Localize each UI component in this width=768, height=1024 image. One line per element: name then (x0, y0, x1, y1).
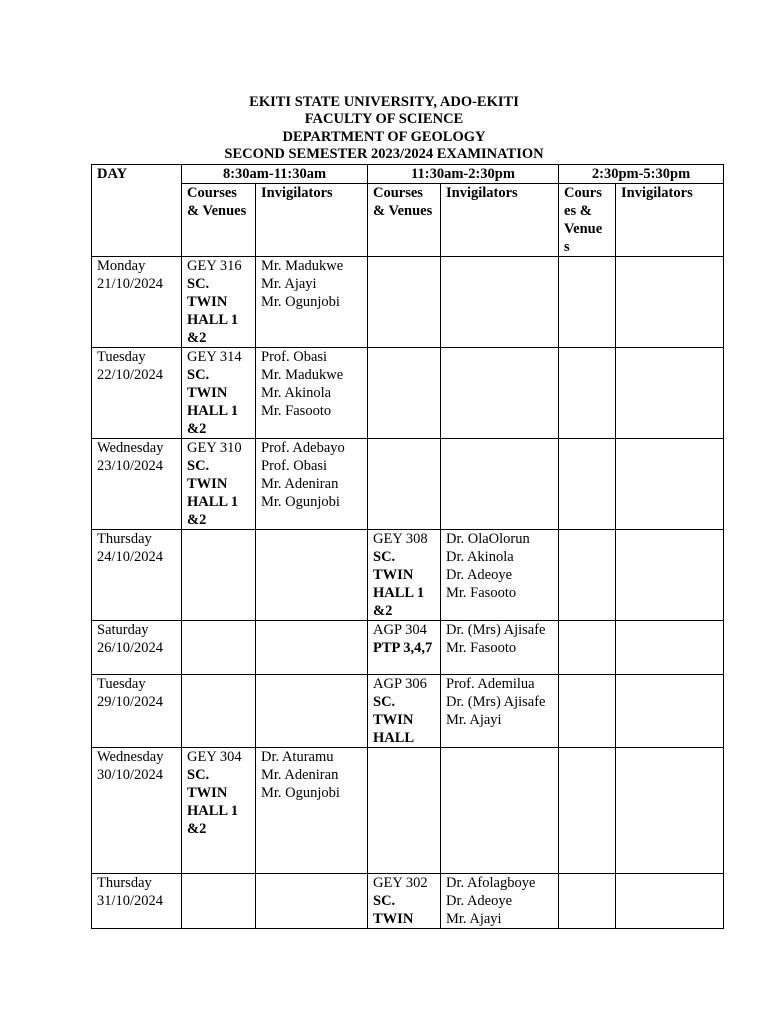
course-venue-cell (559, 348, 616, 439)
invigilators-cell (441, 348, 559, 439)
course-code: GEY 308 (373, 531, 428, 547)
day-cell (92, 874, 182, 929)
venue: SC. TWIN HALL 1 &2 (187, 276, 239, 346)
table-row (92, 439, 724, 530)
slot-header-3: 2:30pm-5:30pm (559, 165, 724, 184)
invigilators-cell (256, 675, 368, 748)
day-cell (92, 257, 182, 348)
invigilator-name: Mr. Fasooto (446, 585, 517, 601)
invigilator-name: Prof. Obasi (261, 458, 328, 474)
course-venue-cell (182, 348, 256, 439)
course-venue-cell (368, 621, 441, 675)
exam-date: 26/10/2024 (97, 640, 164, 656)
table-row (92, 874, 724, 929)
invigilators-header: Invigilators (616, 184, 724, 257)
invigilator-name: Mr. Adeniran (261, 476, 339, 492)
invigilators-cell (616, 621, 724, 675)
invigilators-cell (441, 675, 559, 748)
invigilator-name: Mr. Fasooto (446, 640, 517, 656)
course-venue-cell (559, 530, 616, 621)
table-row (92, 621, 724, 675)
course-venue-cell (559, 257, 616, 348)
invigilators-cell (256, 530, 368, 621)
table-row (92, 675, 724, 748)
course-code: GEY 314 (187, 349, 242, 365)
day-name: Thursday (97, 531, 152, 547)
table-row (92, 530, 724, 621)
invigilator-name: Dr. (Mrs) Ajisafe (446, 622, 546, 638)
exam-date: 31/10/2024 (97, 893, 164, 909)
courses-venues-header: Cours es & Venue s (559, 184, 616, 257)
course-venue-cell (182, 874, 256, 929)
table-row (92, 257, 724, 348)
venue: SC. TWIN (373, 893, 414, 927)
invigilators-cell (256, 748, 368, 874)
course-venue-cell (559, 874, 616, 929)
university-title: EKITI STATE UNIVERSITY, ADO-EKITI (249, 94, 519, 110)
course-venue-cell (368, 348, 441, 439)
invigilator-name: Mr. Madukwe (261, 367, 344, 383)
invigilator-name: Prof. Ademilua (446, 676, 535, 692)
course-code: GEY 304 (187, 749, 242, 765)
day-cell (92, 348, 182, 439)
slot-header-1: 8:30am-11:30am (182, 165, 368, 184)
document-header (0, 94, 768, 163)
invigilators-cell (441, 257, 559, 348)
day-name: Wednesday (97, 749, 164, 765)
exam-date: 23/10/2024 (97, 458, 164, 474)
invigilators-cell (616, 748, 724, 874)
course-venue-cell (368, 748, 441, 874)
invigilators-cell (256, 439, 368, 530)
exam-date: 30/10/2024 (97, 767, 164, 783)
course-venue-cell (182, 439, 256, 530)
invigilators-header: Invigilators (441, 184, 559, 257)
invigilators-cell (441, 530, 559, 621)
course-code: GEY 316 (187, 258, 242, 274)
course-venue-cell (559, 748, 616, 874)
invigilator-name: Mr. Akinola (261, 385, 332, 401)
department-title: DEPARTMENT OF GEOLOGY (282, 128, 486, 145)
invigilator-name: Mr. Ajayi (446, 712, 502, 728)
invigilator-name: Mr. Ajayi (446, 911, 502, 927)
course-venue-cell (559, 675, 616, 748)
invigilators-cell (441, 621, 559, 675)
day-name: Thursday (97, 875, 152, 891)
invigilator-name: Dr. Afolagboye (446, 875, 536, 891)
day-name: Saturday (97, 622, 149, 638)
course-venue-cell (368, 439, 441, 530)
course-venue-cell (182, 257, 256, 348)
course-venue-cell (559, 621, 616, 675)
invigilator-name: Prof. Adebayo (261, 440, 345, 456)
course-code: AGP 304 (373, 622, 427, 638)
invigilators-cell (441, 748, 559, 874)
invigilators-cell (616, 675, 724, 748)
day-name: Wednesday (97, 440, 164, 456)
invigilator-name: Mr. Ajayi (261, 276, 317, 292)
exam-date: 22/10/2024 (97, 367, 164, 383)
day-cell (92, 748, 182, 874)
faculty-title: FACULTY OF SCIENCE (304, 111, 464, 128)
day-name: Tuesday (97, 676, 146, 692)
course-venue-cell (182, 748, 256, 874)
invigilators-cell (256, 348, 368, 439)
day-cell (92, 675, 182, 748)
course-code: AGP 306 (373, 676, 427, 692)
invigilators-cell (256, 874, 368, 929)
table-row (92, 748, 724, 874)
course-venue-cell (182, 621, 256, 675)
venue: SC. TWIN HALL 1 &2 (187, 367, 239, 437)
invigilators-cell (616, 439, 724, 530)
courses-venues-header: Courses & Venues (182, 184, 256, 257)
course-venue-cell (559, 439, 616, 530)
course-venue-cell (368, 530, 441, 621)
invigilator-name: Dr. (Mrs) Ajisafe (446, 694, 546, 710)
course-venue-cell (368, 257, 441, 348)
invigilator-name: Dr. Aturamu (261, 749, 334, 765)
invigilators-cell (616, 874, 724, 929)
day-cell (92, 439, 182, 530)
invigilator-name: Mr. Madukwe (261, 258, 344, 274)
invigilators-cell (256, 621, 368, 675)
exam-date: 21/10/2024 (97, 276, 164, 292)
venue: SC. TWIN HALL 1 &2 (373, 549, 425, 619)
courses-venues-header: Courses & Venues (368, 184, 441, 257)
invigilator-name: Prof. Obasi (261, 349, 328, 365)
invigilator-name: Dr. Adeoye (446, 567, 513, 583)
course-code: GEY 302 (373, 875, 428, 891)
invigilator-name: Mr. Ogunjobi (261, 785, 340, 801)
invigilator-name: Mr. Ogunjobi (261, 294, 340, 310)
invigilators-cell (616, 257, 724, 348)
course-venue-cell (182, 530, 256, 621)
invigilator-name: Mr. Ogunjobi (261, 494, 340, 510)
invigilators-cell (441, 874, 559, 929)
course-code: GEY 310 (187, 440, 242, 456)
invigilator-name: Dr. Akinola (446, 549, 514, 565)
course-venue-cell (368, 675, 441, 748)
day-name: Monday (97, 258, 146, 274)
invigilators-cell (616, 530, 724, 621)
venue: SC. TWIN HALL (373, 694, 415, 746)
invigilator-name: Mr. Fasooto (261, 403, 332, 419)
venue: PTP 3,4,7 (373, 640, 433, 656)
day-column-header: DAY (92, 165, 182, 257)
slot-header-2: 11:30am-2:30pm (368, 165, 559, 184)
invigilators-header: Invigilators (256, 184, 368, 257)
exam-title: SECOND SEMESTER 2023/2024 EXAMINATION (224, 145, 544, 162)
venue: SC. TWIN HALL 1 &2 (187, 458, 239, 528)
invigilators-cell (616, 348, 724, 439)
course-venue-cell (368, 874, 441, 929)
venue: SC. TWIN HALL 1 &2 (187, 767, 239, 837)
table-row (92, 348, 724, 439)
exam-date: 29/10/2024 (97, 694, 164, 710)
invigilator-name: Dr. Adeoye (446, 893, 513, 909)
course-venue-cell (182, 675, 256, 748)
exam-timetable (91, 164, 724, 929)
invigilators-cell (441, 439, 559, 530)
invigilator-name: Dr. OlaOlorun (446, 531, 530, 547)
invigilators-cell (256, 257, 368, 348)
invigilator-name: Mr. Adeniran (261, 767, 339, 783)
exam-date: 24/10/2024 (97, 549, 164, 565)
day-cell (92, 530, 182, 621)
day-cell (92, 621, 182, 675)
day-name: Tuesday (97, 349, 146, 365)
